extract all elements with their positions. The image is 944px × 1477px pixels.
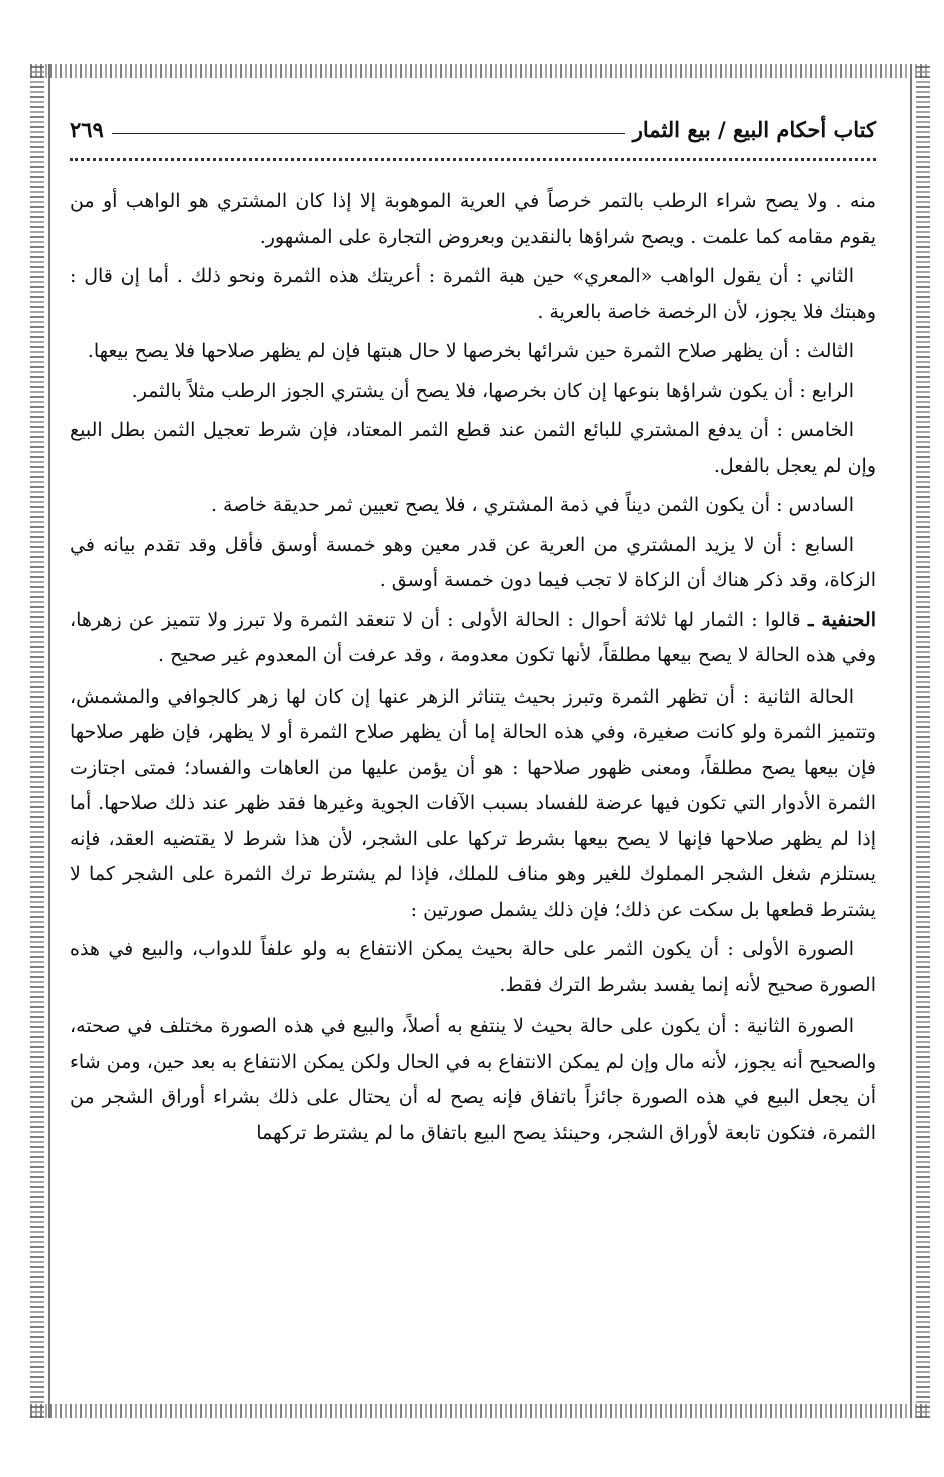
paragraph-7: السابع : أن لا يزيد المشتري من العرية عن قدر معين وهو خمسة أوسق فأقل وقد تقدم بيانه في الزكاة، وقد ذكر هناك أن الزكاة لا تجب فيما دون خمسة أوسق . — [70, 533, 876, 591]
paragraph-4: الرابع : أن يكون شراؤها بنوعها إن كان بخرصها، فلا يصح أن يشتري الجوز الرطب مثلاً بالثمر. — [131, 379, 854, 402]
paragraph-10: الصورة الأولى : أن يكون الثمر على حالة بحيث يمكن الانتفاع به ولو علفاً للدواب، والبيع في هذه الصورة صحيح لأنه إنما يفسد بشرط الترك فقط. — [70, 938, 876, 996]
decorative-border-inner-right — [910, 64, 912, 1418]
paragraph-6: السادس : أن يكون الثمن ديناً في ذمة المشتري ، فلا يصح تعيين ثمر حديقة خاصة . — [210, 494, 854, 516]
header-rule — [112, 133, 625, 134]
decorative-border-right — [916, 64, 930, 1418]
paragraph-9: الحالة الثانية : أن تظهر الثمرة وتبرز بحيث يتناثر الزهر عنها إن كان لها زهر كالجوافي والمشمش، وتتميز الثمرة ولو كانت صغيرة، وفي هذه الحالة إما أن يظهر صلاح الثمرة أو لا يظهر، فإن ظهر صلاحها فإن بيعها يصح مطلقاً، ومعنى ظهور صلاحها : هو أن يؤمن عليها من العاهات والفساد؛ فمتى اجتازت الثمرة الأدوار التي تكون فيها عرضة للفساد بسبب الآفات الجوية وغيرها فقد ظهر عند ذلك صلاحها. أما إذا لم يظهر صلاحها فإنها لا يصح بيعها بشرط تركها على الشجر، لأن هذا شرط لا يقتضيه العقد، فإنه يستلزم شغل الشجر المملوك للغير وهو مناف للملك، فإذا لم يشترط ترك الثمرة على الشجر كما لا يشترط قطعها بل سكت عن ذلك؛ فإن ذلك يشمل صورتين : — [70, 685, 876, 921]
dotted-separator — [70, 158, 876, 161]
decorative-border-inner-left — [48, 64, 50, 1418]
page-number: ٢٦٩ — [70, 116, 104, 142]
page-body — [70, 184, 876, 1155]
paragraph-11: الصورة الثانية : أن يكون على حالة بحيث لا ينتفع به أصلاً، والبيع في هذه الصورة مختلف في صحته، والصحيح أنه يجوز، لأنه مال وإن لم يمكن الانتفاع به في الحال ولكن يمكن الانتفاع به بعد حين، ومن شاء أن يجعل البيع في هذه الصورة جائزاً باتفاق فإنه يصح له أن يحتال على ذلك بشراء أوراق الشجر من الثمرة، فتكون تابعة لأوراق الشجر، وحينئذ يصح البيع باتفاق ما لم يشترط تركهما — [70, 1015, 876, 1144]
decorative-border-top — [30, 64, 930, 78]
paragraph-5: الخامس : أن يدفع المشتري للبائع الثمن عند قطع الثمر المعتاد، فإن شرط تعجيل الثمن بطل البيع وإن لم يعجل بالفعل. — [70, 419, 876, 477]
paragraph-1: منه . ولا يصح شراء الرطب بالتمر خرصاً في العرية الموهوبة إلا إذا كان المشتري هو الواهب أو من يقوم مقامه كما علمت . ويصح شراؤها بالنقدين وبعروض التجارة على المشهور. — [70, 190, 876, 248]
decorative-border-left — [30, 64, 44, 1418]
paragraph-3: الثالث : أن يظهر صلاح الثمرة حين شرائها بخرصها لا حال هبتها فإن لم يظهر صلاحها فلا يصح بيعها. — [87, 340, 854, 362]
section-lead-hanafiyya: الحنفية ـ — [807, 608, 876, 631]
paragraph-8: الحنفية ـ قالوا : الثمار لها ثلاثة أحوال : الحالة الأولى : أن لا تنعقد الثمرة ولا تبرز ولا تتميز عن زهرها، وفي هذه الحالة لا يصح بيعها مطلقاً، لأنها تكون معدومة ، وقد عرفت أن المعدوم غير صحيح . — [70, 608, 876, 666]
page-header — [70, 112, 876, 146]
decorative-border-bottom — [30, 1404, 930, 1418]
running-title: كتاب أحكام البيع / بيع الثمار — [632, 116, 876, 142]
paragraph-2: الثاني : أن يقول الواهب «المعري» حين هبة الثمرة : أعريتك هذه الثمرة ونحو ذلك . أما إن قال : وهبتك فلا يجوز، لأن الرخصة خاصة بالعرية . — [70, 265, 876, 323]
